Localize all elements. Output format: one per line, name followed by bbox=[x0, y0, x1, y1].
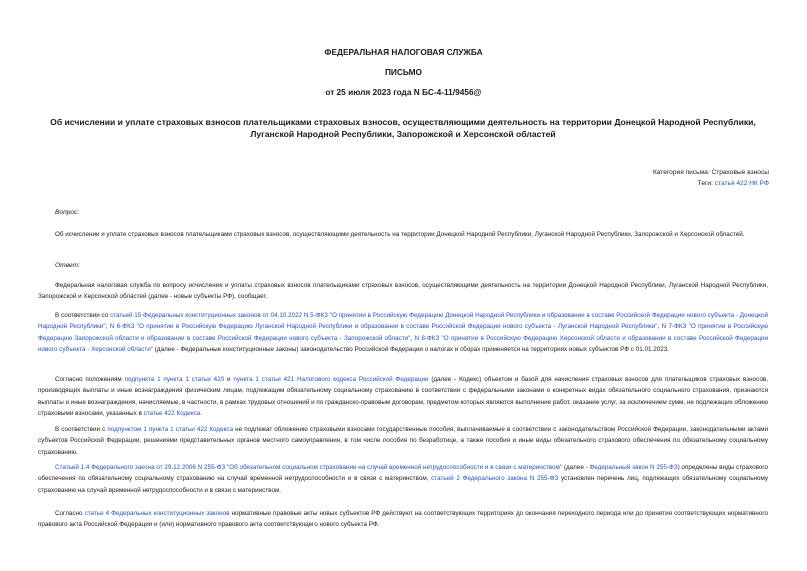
law-link[interactable]: статьей 15 Федеральных конституционных законов от 04.10.2022 N 5-ФКЗ "О принятии в Российскую Федерацию Донецкой Народной Республики и образовании в составе Российской Федерации нового субъекта - Донецкой Народной Республики" bbox=[38, 312, 768, 331]
text-run: В соответствии с bbox=[55, 426, 108, 433]
title-line-1: Об исчислении и уплате страховых взносов плательщиками страховых взносов, осуществляющими деятельность на территории Донецкой Народной Республики, bbox=[50, 117, 756, 127]
document-meta bbox=[653, 167, 769, 189]
text-run: (далее - bbox=[562, 464, 590, 471]
document-date-number: от 25 июля 2023 года N БС-4-11/9456@ bbox=[325, 87, 482, 97]
answer-paragraph-4 bbox=[38, 424, 768, 458]
answer-label: Ответ: bbox=[55, 262, 80, 269]
text-run: , bbox=[657, 323, 662, 331]
text-run: , bbox=[105, 323, 110, 331]
law-link[interactable]: статье 422 Кодекса bbox=[143, 409, 201, 417]
text-run: , bbox=[410, 334, 415, 342]
answer-paragraph-2 bbox=[38, 310, 768, 355]
document-title bbox=[32, 116, 774, 140]
answer-paragraph-3 bbox=[38, 374, 768, 419]
answer-paragraph-1: Федеральная налоговая служба по вопросу исчисления и уплаты страховых взносов плательщиками страховых взносов, осуществляющими деятельность на территории Донецкой Народной Республики, Луганской Народной Республики, Запорожской и Херсонской областей (далее - новые субъекты РФ), сообщает. bbox=[38, 282, 768, 301]
answer-paragraph-5 bbox=[38, 462, 768, 496]
text-run: не подлежат обложению страховыми взносами государственные пособия, выплачиваемые в соответствии с законодательством Российской Федерации, законодательными актами субъектов Российской Федерации, решениями представительных органов местного самоуправления, в том числе пособия по безработице, а также пособия и иные виды обязательного страхового обеспечения по обязательному социальному страхованию. bbox=[38, 426, 768, 456]
law-link[interactable]: N 6-ФКЗ "О принятии в Российскую Федерацию Луганской Народной Республики и образовании в составе Российской Федерации нового субъекта - Луганской Народной Республики" bbox=[109, 323, 658, 331]
law-link[interactable]: статьей 2 Федерального закона N 255-ФЗ bbox=[431, 475, 559, 483]
law-link[interactable]: подпунктом 1 пункта 1 статьи 422 Кодекса bbox=[107, 426, 234, 433]
question-label: Вопрос: bbox=[55, 209, 80, 216]
law-link[interactable]: подпункта 1 пункта 1 статьи 420 bbox=[124, 376, 225, 383]
document-type: ПИСЬМО bbox=[384, 67, 423, 77]
law-link[interactable]: N 8-ФКЗ "О принятии в Российскую Федерацию Херсонской области и образовании в составе Российской Федерации нового субъекта - Херсонской области" bbox=[38, 334, 769, 353]
text-run: нормативные правовые акты новых субъектов РФ действуют на соответствующих территориях до окончания переходного периода или до принятия соответствующих нормативного правового акта Российской Федерации и (или) нормативного правового акта соответствующего нового субъекта РФ. bbox=[38, 510, 769, 529]
law-link[interactable]: Статьей 1.4 Федерального закона от 29.12.2006 N 255-ФЗ "Об обязательном социальном страховании на случай временной нетрудоспособности и в связи с материнством" bbox=[55, 464, 563, 471]
answer-paragraph-6 bbox=[38, 508, 768, 531]
question-text: Об исчислении и уплате страховых взносов плательщиками страховых взносов, осуществляющими деятельность на территории Донецкой Народной Республики, Луганской Народной Республики, Запорожской и Херсонской областей. bbox=[55, 231, 745, 238]
law-link[interactable]: N 7-ФКЗ "О принятии в Российскую Федерацию Запорожской области и образовании в составе Российской Федерации нового субъекта - Запорожской области" bbox=[38, 323, 769, 342]
text-run: Согласно положениям bbox=[55, 376, 125, 383]
letter-tags bbox=[653, 178, 769, 189]
law-link[interactable]: пункта 1 статьи 421 Налогового кодекса Российской Федерации bbox=[233, 376, 429, 383]
text-run: (далее - Федеральные конституционные законы) законодательство Российской Федерации о налогах и сборах применяется на территориях новых субъектов РФ с 01.01.2023. bbox=[153, 345, 669, 353]
text-run: (далее - Кодекс) объектом и базой для начисления страховых взносов для плательщиков страховых взносов, производящих выплаты и иные вознаграждения физическим лицам, подлежащим обязательному социальному страхованию в соответствии с федеральными законами о конкретных видах обязательного социального страхования, признаются выплаты и иные вознаграждения, начисляемые, в частности, в рамках трудовых отношений и по гражданско-правовым договорам, предметом которых являются выполнение работ, оказание услуг, за исключением сумм, не подлежащих обложению страховыми взносами, указанных в bbox=[38, 376, 768, 417]
law-link[interactable]: Федеральный закон N 255-ФЗ bbox=[589, 464, 678, 471]
agency-name: ФЕДЕРАЛЬНАЯ НАЛОГОВАЯ СЛУЖБА bbox=[324, 47, 483, 57]
tags-label: Теги: bbox=[697, 180, 713, 187]
title-line-2: Луганской Народной Республики, Запорожской и Херсонской областей bbox=[250, 129, 556, 139]
text-run: Согласно bbox=[55, 510, 85, 517]
text-run: установлен перечень лиц, подлежащих обязательному социальному страхованию на случай временной нетрудоспособности и в связи с материнством. bbox=[38, 475, 768, 494]
text-run: В соответствии со bbox=[55, 312, 110, 319]
text-run: . bbox=[200, 409, 202, 417]
letter-category: Категория письма: Страховые взносы bbox=[652, 169, 769, 176]
tag-link[interactable]: статья 422 НК РФ bbox=[714, 180, 769, 187]
text-run: ) определены виды страхового обеспечения по обязательному социальному страхованию на случай временной нетрудоспособности и в связи с материнством, bbox=[38, 464, 769, 483]
law-link[interactable]: статье 4 Федеральных конституционных законов bbox=[84, 510, 230, 517]
text-run: и bbox=[224, 376, 234, 383]
